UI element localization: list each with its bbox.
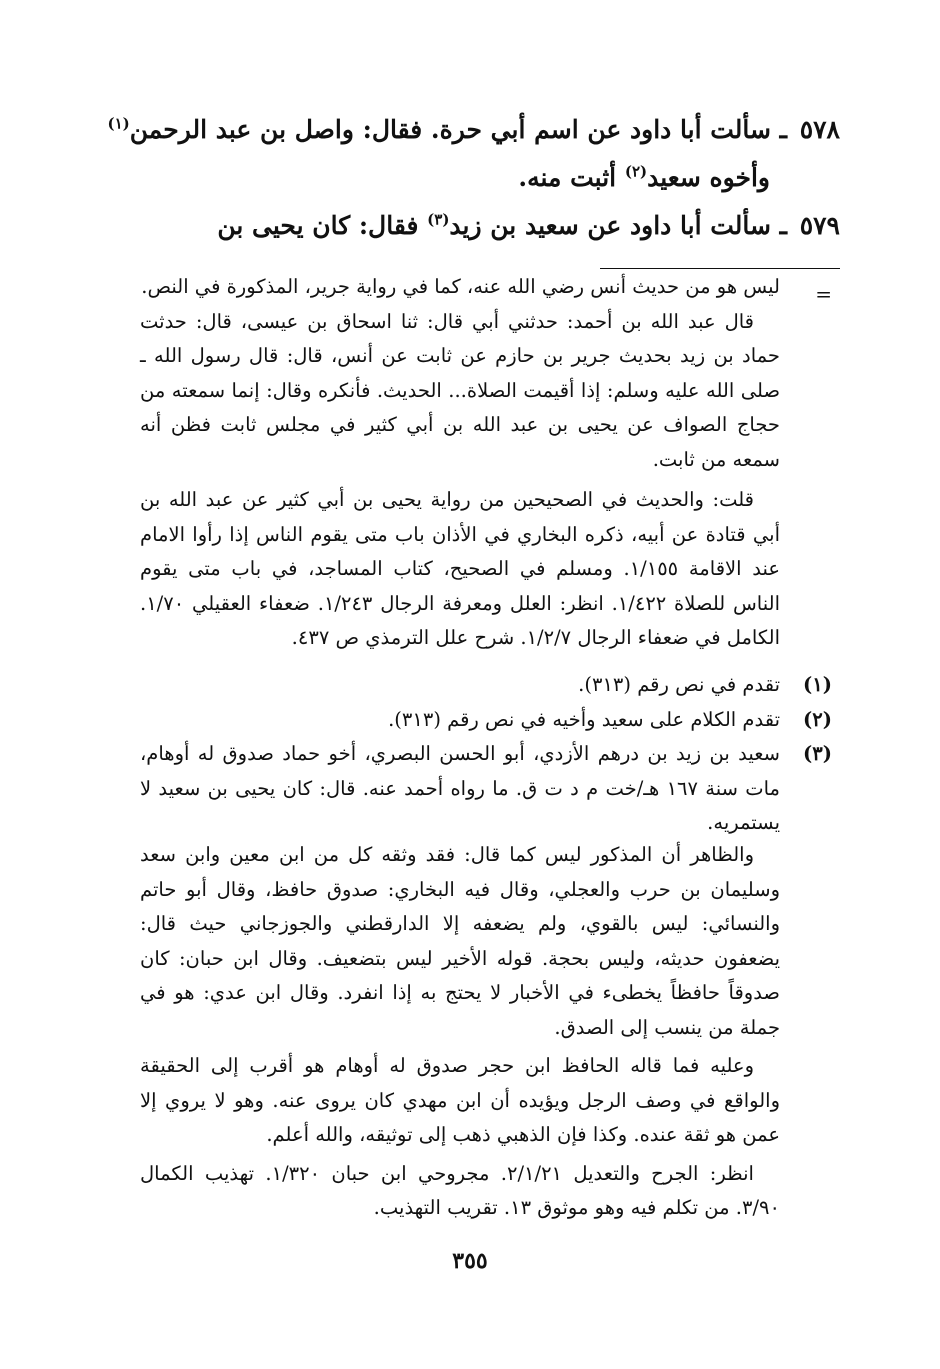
note-paragraph: وعليه فما قاله الحافظ ابن حجر صدوق له أوهام هو أقرب إلى الحقيقة والواقع في وصف الرجل ويؤيده أن ابن مهدي كان يروى عنه. وهو لا يروي إلا عمن هو ثقة عنده. وكذا فإن الذهبي ذهب إلى توثيقه، والله أعلم.	[140, 1054, 780, 1146]
footnotes	[140, 668, 832, 841]
footnote-text: تقدم الكلام على سعيد وأخيه في نص رقم (٣١٣).	[388, 707, 780, 731]
entry-number: ٥٧٩	[799, 211, 840, 240]
entry-text: ـ سألت أبا داود عن اسم أبي حرة. فقال: واصل بن عبد الرحمن	[129, 115, 787, 144]
page-number: ٣٥٥	[452, 1248, 488, 1274]
footnote-mark: (٣)	[803, 742, 832, 765]
note-paragraph: والظاهر أن المذكور ليس كما قال: فقد وثقه كل من ابن معين وابن سعد وسليمان بن حرب والعجلي، وقال فيه البخاري: صدوق حافظ، وقال أبو حاتم والنسائي: ليس بالقوي، ولم يضعفه إلا الدارقطني والجوزجاني حيث قال: يضعفون حديثه، وليس بحجة. قوله الأخير ليس بتضعيف. وقال ابن حبان: كان صدوقاً حافظاً يخطىء في الأخبار لا يحتج به إذا انفرد. وقال ابن عدي: هو في جملة من ينسب إلى الصدق.	[140, 843, 780, 1039]
entry-text: فقال: كان يحيى بن	[217, 211, 419, 240]
entry-number: ٥٧٨	[799, 115, 840, 144]
entry-578-continuation	[105, 156, 840, 200]
continuation-marker: =	[815, 282, 832, 306]
footnote-3-discussion	[140, 838, 780, 1226]
note-paragraph: قال عبد الله بن أحمد: حدثني أبي قال: ثنا اسحاق بن عيسى، قال: حدثت حماد بن زيد بحديث جرير بن حازم عن ثابت عن أنس، قال: قال رسول الله ـ صلى الله عليه وسلم: إذا أقيمت الصلاة... الحديث. فأنكره وقال: إنما سمعته من حجاج الصواف عن يحيى بن عبد الله بن أبي كثير في مجلس ثابت فظن أنه سمعه من ثابت.	[140, 309, 780, 471]
main-text	[105, 108, 840, 252]
footnote-separator	[600, 268, 840, 269]
note-paragraph: انظر: الجرح والتعديل ٢/١/٢١. مجروحي ابن حبان ١/٣٢٠. تهذيب الكمال ٣/٩٠. من تكلم فيه وهو موثوق ١٣. تقريب التهذيب.	[140, 1161, 780, 1219]
footnote-ref: (٢)	[624, 162, 648, 181]
note-paragraph: قلت: والحديث في الصحيحين من رواية يحيى بن أبي كثير عن عبد الله بن أبي قتادة عن أبيه، ذكره البخاري في الأذان باب متى يقوم الناس إذا رأوا الامام عند الاقامة ١/١٥٥. ومسلم في الصحيح، كتاب المساجد، في باب متى يقوم الناس للصلاة ١/٤٢٢. انظر: العلل ومعرفة الرجال ١/٢٤٣. ضعفاء العقيلي ١/٧٠. الكامل في ضعفاء الرجال ١/٢/٧. شرح علل الترمذي ص ٤٣٧.	[140, 488, 781, 649]
footnote-3	[140, 737, 832, 841]
entry-text: أثبت منه.	[518, 163, 617, 192]
footnote-ref: (٣)	[427, 210, 450, 229]
entry-579	[105, 204, 840, 248]
footnote-2	[140, 703, 832, 738]
entry-text: وأخوه سعيد	[647, 163, 770, 192]
footnote-text: تقدم في نص رقم (٣١٣).	[578, 673, 780, 696]
footnote-1	[140, 668, 832, 703]
continued-notes	[140, 270, 780, 656]
footnote-ref: (١)	[107, 114, 130, 133]
note-paragraph: ليس هو من حديث أنس رضي الله عنه، كما في رواية جرير، المذكورة في النص.	[141, 275, 780, 298]
footnote-mark: (٢)	[803, 707, 832, 731]
entry-text: ـ سألت أبا داود عن سعيد بن زيد	[449, 211, 787, 240]
footnote-text: سعيد بن زيد بن درهم الأزدي، أبو الحسن البصري، أخو حماد صدوق له أوهام، مات سنة ١٦٧ هـ/خت م د ت ق. ما رواه أحمد عنه. قال: كان يحيى بن سعيد لا يستمريه.	[140, 742, 780, 834]
footnote-mark: (١)	[803, 673, 832, 696]
entry-578	[105, 108, 840, 152]
